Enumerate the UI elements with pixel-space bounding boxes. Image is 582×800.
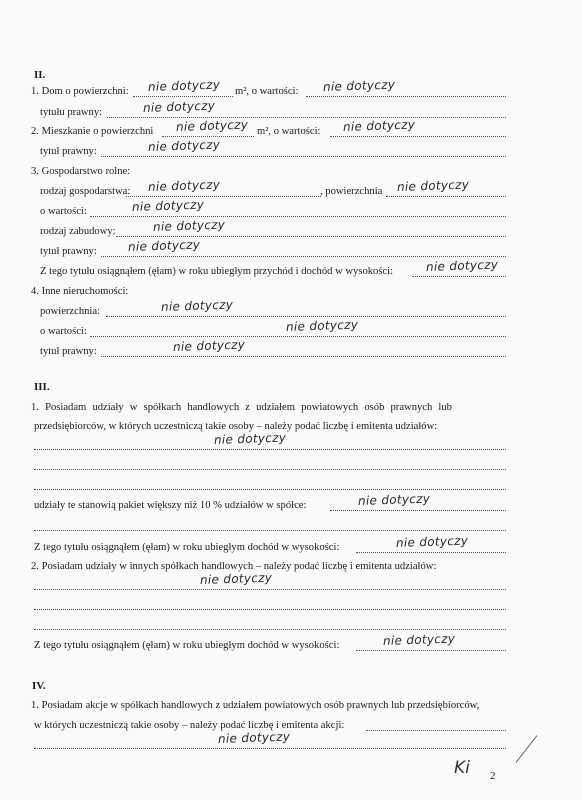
dom-area-value: nie dotyczy — [147, 77, 221, 94]
s3-p2-line: 2. Posiadam udziały w innych spółkach handlowych – należy podać liczbę i emitenta udziałów: — [31, 561, 437, 572]
s3-pakiet-value: nie dotyczy — [357, 491, 431, 508]
dom-label: 1. Dom o powierzchni: — [31, 86, 129, 97]
rodzaj-zab-label: rodzaj zabudowy: — [40, 226, 116, 237]
s4-p1-field[interactable] — [366, 730, 506, 731]
s3-p1-value: nie dotyczy — [213, 430, 287, 447]
rodzaj-zab-value: nie dotyczy — [152, 217, 226, 234]
gosp-title-field[interactable] — [101, 256, 506, 257]
s3-p1-field-2[interactable] — [34, 469, 506, 470]
mieszkanie-value-label: m², o wartości: — [257, 126, 321, 137]
s3-pakiet-label: udziały te stanowią pakiet większy niż 10 % udziałów w spółce: — [34, 500, 307, 511]
rodzaj-gosp-field[interactable] — [126, 196, 321, 197]
inne-label: 4. Inne nieruchomości: — [31, 286, 129, 297]
dom-value-field[interactable] — [306, 96, 506, 97]
inne-wartosc-value: nie dotyczy — [285, 317, 359, 334]
s3-p2-field-1[interactable] — [34, 589, 506, 590]
s3-p2-field-2[interactable] — [34, 609, 506, 610]
mieszkanie-title-label: tytuł prawny: — [40, 146, 97, 157]
gosp-wartosc-field[interactable] — [90, 216, 506, 217]
gosp-dochod-value: nie dotyczy — [425, 257, 499, 274]
section-iv-title: IV. — [32, 680, 46, 692]
s3-p2-value: nie dotyczy — [199, 570, 273, 587]
mieszkanie-label: 2. Mieszkanie o powierzchni — [31, 126, 154, 137]
s3-dochod2-label: Z tego tytułu osiągnąłem (ęłam) w roku ubiegłym dochód w wysokości: — [34, 640, 340, 651]
mieszkanie-title-value: nie dotyczy — [147, 137, 221, 154]
s3-p1-field-3[interactable] — [34, 489, 506, 490]
s4-p1-value: nie dotyczy — [217, 729, 291, 746]
dom-title-field[interactable] — [107, 117, 506, 118]
dom-title-value: nie dotyczy — [142, 98, 216, 115]
mieszkanie-area-field[interactable] — [162, 136, 254, 137]
rodzaj-gosp-value: nie dotyczy — [147, 177, 221, 194]
signature: Ki — [454, 758, 470, 778]
dom-area-field[interactable] — [133, 96, 233, 97]
inne-title-value: nie dotyczy — [172, 337, 246, 354]
inne-powierzchnia-label: powierzchnia: — [40, 306, 101, 317]
page-number: 2 — [490, 770, 496, 782]
s3-p1-field-1[interactable] — [34, 449, 506, 450]
mieszkanie-title-field[interactable] — [101, 156, 506, 157]
inne-wartosc-field[interactable] — [90, 336, 506, 337]
inne-title-field[interactable] — [101, 356, 506, 357]
inne-title-label: tytuł prawny: — [40, 346, 97, 357]
mieszkanie-area-value: nie dotyczy — [175, 117, 249, 134]
gosp-wartosc-value: nie dotyczy — [131, 197, 205, 214]
s4-p1-field-2[interactable] — [34, 748, 506, 749]
gosp-wartosc-label: o wartości: — [40, 206, 87, 217]
mieszkanie-value-value: nie dotyczy — [342, 117, 416, 134]
s3-dochod-field[interactable] — [356, 552, 506, 553]
section-iii-title: III. — [34, 381, 50, 393]
s3-p2-field-3[interactable] — [34, 629, 506, 630]
rodzaj-zab-field[interactable] — [116, 236, 506, 237]
s3-dochod2-value: nie dotyczy — [382, 631, 456, 648]
s3-p1-line1: 1. Posiadam udziały w spółkach handlowych z udziałem powiatowych osób prawnych lub — [31, 402, 452, 413]
mieszkanie-value-field[interactable] — [330, 136, 506, 137]
pen-stroke — [516, 735, 538, 762]
section-ii-title: II. — [34, 69, 46, 81]
powierzchnia-label: , powierzchnia — [320, 186, 383, 197]
dom-title-label: tytułu prawny: — [40, 107, 103, 118]
s3-p1-line2: przedsiębiorców, w których uczestniczą takie osoby – należy podać liczbę i emitenta udziałów: — [34, 421, 438, 432]
inne-powierzchnia-value: nie dotyczy — [160, 297, 234, 314]
rodzaj-gosp-label: rodzaj gospodarstwa: — [40, 186, 131, 197]
s3-dochod-label: Z tego tytułu osiągnąłem (ęłam) w roku ubiegłym dochód w wysokości: — [34, 542, 340, 553]
gosp-dochod-label: Z tego tytułu osiągnąłem (ęłam) w roku ubiegłym przychód i dochód w wysokości: — [40, 266, 394, 277]
dom-value-value: nie dotyczy — [322, 77, 396, 94]
s3-dochod2-field[interactable] — [356, 650, 506, 651]
gospodarstwo-label: 3. Gospodarstwo rolne: — [31, 166, 131, 177]
inne-wartosc-label: o wartości: — [40, 326, 87, 337]
powierzchnia-value: nie dotyczy — [396, 177, 470, 194]
inne-powierzchnia-field[interactable] — [106, 316, 506, 317]
gosp-title-label: tytuł prawny: — [40, 246, 97, 257]
s4-p1-line1: 1. Posiadam akcje w spółkach handlowych z udziałem powiatowych osób prawnych lub przedsiębiorców, — [31, 700, 480, 711]
s3-dochod-value: nie dotyczy — [395, 533, 469, 550]
powierzchnia-field[interactable] — [386, 196, 506, 197]
dom-value-label: m², o wartości: — [235, 86, 299, 97]
gosp-title-value: nie dotyczy — [127, 237, 201, 254]
s4-p1-line2: w których uczestniczą takie osoby – należy podać liczbę i emitenta akcji: — [34, 720, 345, 731]
s3-pakiet-field-2[interactable] — [34, 530, 506, 531]
s3-pakiet-field[interactable] — [330, 510, 506, 511]
gosp-dochod-field[interactable] — [412, 276, 506, 277]
